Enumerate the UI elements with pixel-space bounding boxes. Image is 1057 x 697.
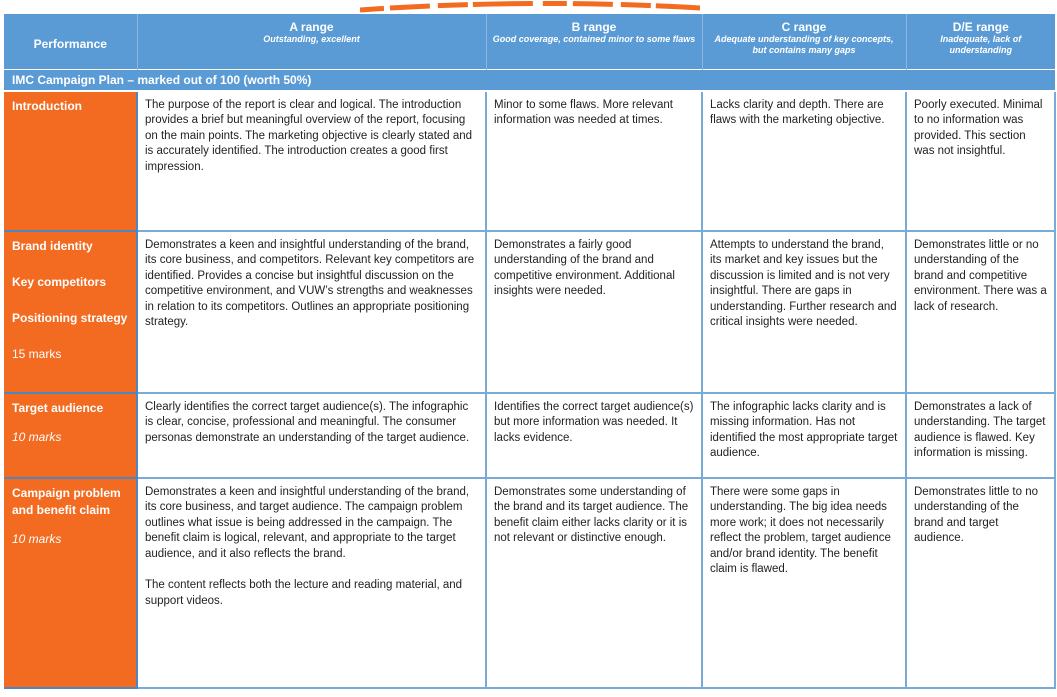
header-row: [4, 14, 1055, 69]
c-range-cell: Lacks clarity and depth. There are flaws with the marketing objective.: [702, 91, 906, 231]
b-range-cell: Demonstrates some understanding of the brand and its target audience. The benefit claim either lacks clarity or it is not relevant or distinctive enough.: [486, 478, 702, 688]
c-range-cell: The infographic lacks clarity and is missing information. Has not identified the most appropriate target audience.: [702, 393, 906, 478]
a-range-title: A range: [289, 20, 334, 34]
table-row: [4, 231, 1055, 393]
criterion-label: Positioning strategy: [12, 310, 128, 325]
a-range-text: Demonstrates a keen and insightful understanding of the brand, its core business, and target audience. The campaign problem outlines what issue is being addressed in the campaign. The benefit claim is logical, relevant, and appropriate to the target audience, and it also reflects the brand.: [145, 485, 470, 560]
c-range-title: C range: [781, 20, 827, 34]
a-range-cell: The purpose of the report is clear and logical. The introduction provides a brief but meaningful overview of the report, focusing on the main points. The marketing objective is clearly stated and is accurately identified. The introduction creates a good first impression.: [137, 91, 486, 231]
de-range-description: Inadequate, lack of understanding: [940, 34, 1022, 55]
criterion-label: Introduction: [12, 98, 82, 113]
de-range-cell: Demonstrates little or no understanding of the brand and competitive environment. There was a lack of research.: [906, 231, 1055, 393]
b-range-header: [486, 14, 702, 69]
rubric-table: [4, 14, 1056, 689]
de-range-title: D/E range: [952, 20, 1009, 34]
b-range-description: Good coverage, contained minor to some flaws: [492, 34, 696, 44]
criterion-label: Key competitors: [12, 274, 107, 289]
table-row: [4, 91, 1055, 231]
row-label: [4, 231, 137, 393]
section-row: [4, 69, 1055, 91]
table-row: [4, 478, 1055, 688]
marks-label: 15 marks: [12, 346, 62, 361]
de-range-header: [906, 14, 1055, 69]
cropped-heading-decoration: [360, 0, 700, 14]
marks-label: 10 marks: [12, 429, 62, 444]
de-range-cell: Poorly executed. Minimal to no information was provided. This section was not insightful.: [906, 91, 1055, 231]
de-range-cell: Demonstrates little to no understanding of the brand and target audience.: [906, 478, 1055, 688]
b-range-cell: Identifies the correct target audience(s) but more information was needed. It lacks evidence.: [486, 393, 702, 478]
a-range-cell: [137, 478, 486, 688]
b-range-title: B range: [571, 20, 617, 34]
criterion-label: Campaign problem and benefit claim: [12, 485, 121, 517]
a-range-description: Outstanding, excellent: [263, 34, 360, 44]
marks-label: 10 marks: [12, 531, 62, 546]
c-range-cell: Attempts to understand the brand, its market and key issues but the discussion is limited and is not very insightful. There are gaps in understanding. Further research and critical insights were needed.: [702, 231, 906, 393]
a-range-header: [137, 14, 486, 69]
row-label: [4, 478, 137, 688]
performance-header: Performance: [4, 14, 137, 69]
table-row: [4, 393, 1055, 478]
criterion-label: Target audience: [12, 400, 104, 415]
b-range-cell: Demonstrates a fairly good understanding of the brand and competitive environment. Additional insights were needed.: [486, 231, 702, 393]
section-title: IMC Campaign Plan – marked out of 100 (worth 50%): [4, 69, 1055, 91]
criterion-label: Brand identity: [12, 238, 93, 253]
c-range-description: Adequate understanding of key concepts, but contains many gaps: [714, 34, 894, 55]
a-range-cell: Clearly identifies the correct target audience(s). The infographic is clear, concise, professional and meaningful. The consumer personas demonstrate an understanding of the target audience.: [137, 393, 486, 478]
a-range-cell: Demonstrates a keen and insightful understanding of the brand, its core business, and competitors. Relevant key competitors are identified. Provides a concise but insightful discussion on the competitive environment, and VUW’s strengths and weaknesses in relation to its competitors. Outlines an appropriate positioning strategy.: [137, 231, 486, 393]
row-label: [4, 91, 137, 231]
c-range-cell: There were some gaps in understanding. The big idea needs more work; it does not necessarily reflect the problem, target audience and/or brand identity. The benefit claim is flawed.: [702, 478, 906, 688]
a-range-extra-text: The content reflects both the lecture and reading material, and support videos.: [145, 579, 463, 607]
de-range-cell: Demonstrates a lack of understanding. The target audience is flawed. Key information is missing.: [906, 393, 1055, 478]
b-range-cell: Minor to some flaws. More relevant information was needed at times.: [486, 91, 702, 231]
c-range-header: [702, 14, 906, 69]
row-label: [4, 393, 137, 478]
